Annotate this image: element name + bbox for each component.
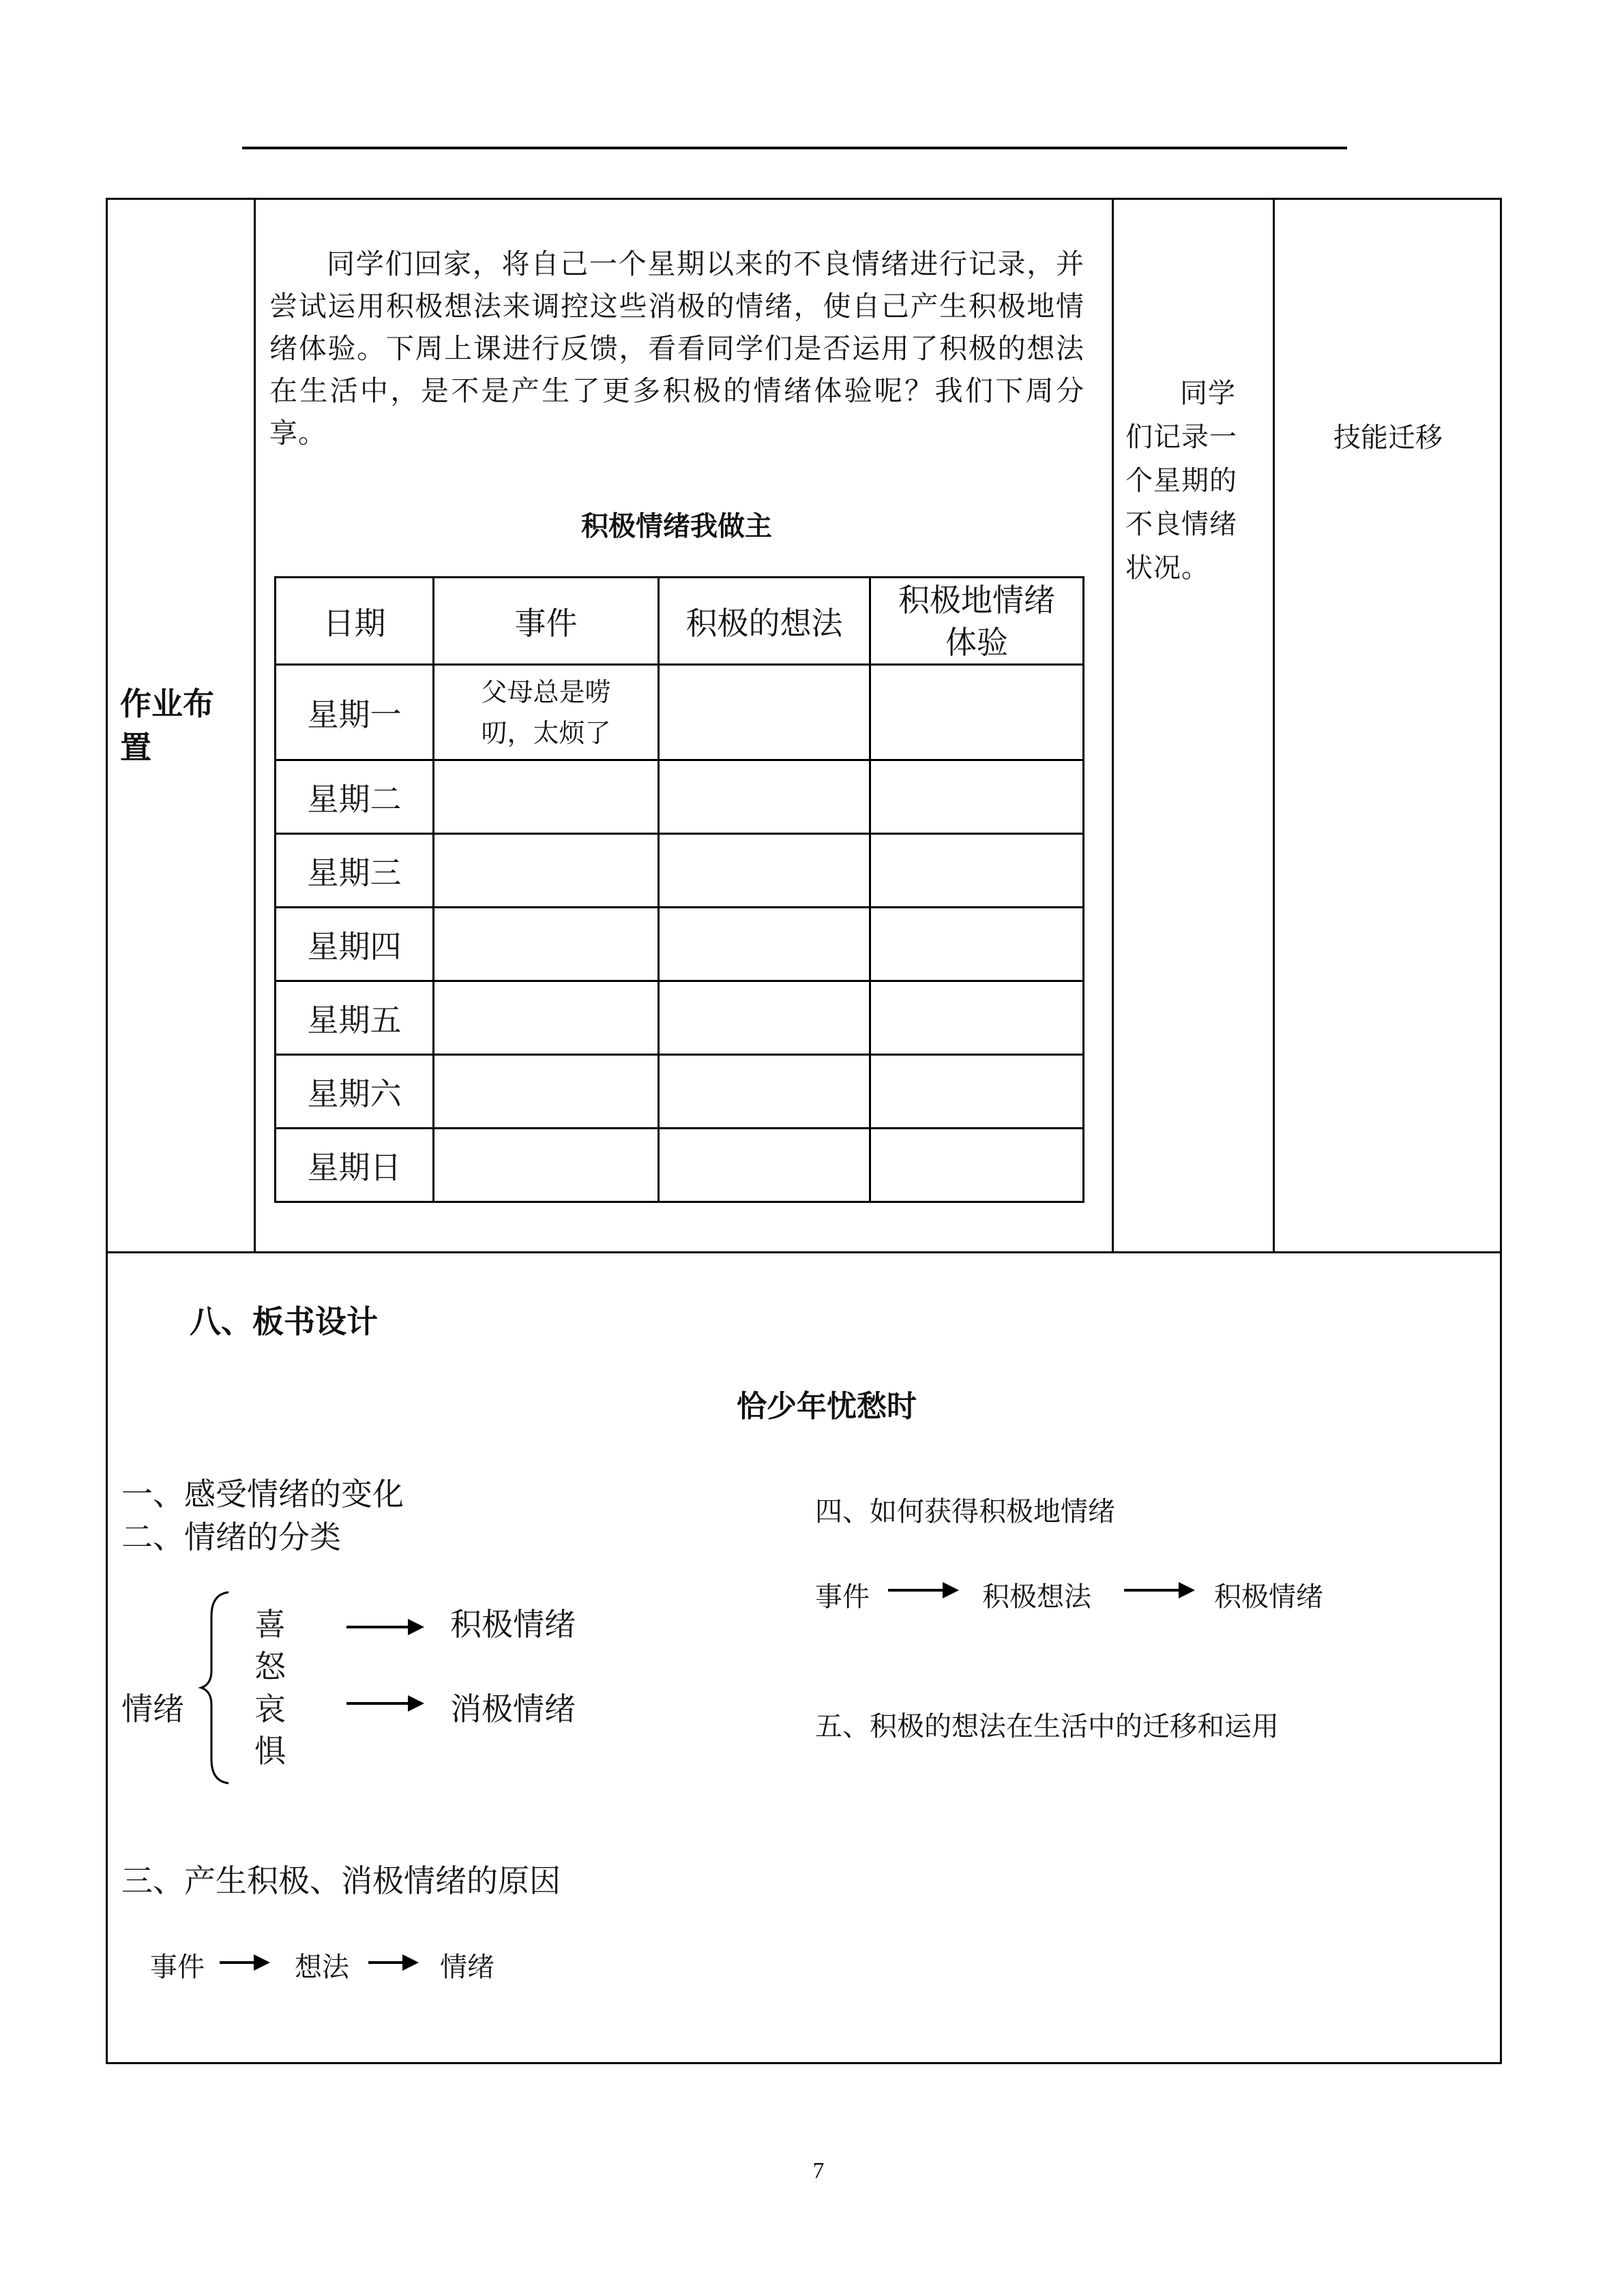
chain4-event: 事件 <box>815 1581 870 1613</box>
board-title: 恰少年忧愁时 <box>737 1389 917 1424</box>
thought-cell <box>659 981 870 1055</box>
day-cell: 星期三 <box>276 834 434 908</box>
table-row <box>276 1055 1084 1129</box>
header-positive-experience: 积极地情绪体验 <box>870 578 1084 665</box>
chain3-arrow-2 <box>368 1961 416 1964</box>
emotion-joy: 喜 <box>254 1606 286 1643</box>
event-cell <box>434 760 659 834</box>
chain4-positive-thought: 积极想法 <box>982 1581 1091 1613</box>
event-cell <box>434 981 659 1055</box>
header-date: 日期 <box>276 578 434 665</box>
header-positive-thought: 积极的想法 <box>659 578 870 665</box>
chain4-arrow-2 <box>1124 1589 1192 1592</box>
row-label-homework: 作业布置 <box>120 685 214 766</box>
column-divider-1 <box>254 198 256 1253</box>
experience-cell <box>870 665 1084 760</box>
experience-cell <box>870 760 1084 834</box>
table-row <box>276 1129 1084 1202</box>
header-event: 事件 <box>434 578 659 665</box>
thought-cell <box>659 760 870 834</box>
positive-emotion-label: 积极情绪 <box>450 1606 576 1643</box>
event-cell: 父母总是唠叨，太烦了 <box>434 665 659 760</box>
board-item-3: 三、产生积极、消极情绪的原因 <box>121 1862 561 1899</box>
chain3-event: 事件 <box>150 1952 205 1983</box>
table-row <box>276 834 1084 908</box>
chain4-positive-emotion: 积极情绪 <box>1214 1581 1323 1613</box>
table-border-top <box>106 198 1502 200</box>
emotion-sorrow: 哀 <box>254 1690 286 1727</box>
day-cell: 星期五 <box>276 981 434 1055</box>
day-cell: 星期日 <box>276 1129 434 1202</box>
emotion-record-table <box>274 576 1084 1203</box>
experience-cell <box>870 1129 1084 1202</box>
table-border-right <box>1500 198 1502 2064</box>
board-heading: 八、板书设计 <box>190 1303 378 1340</box>
arrow-to-negative <box>346 1702 422 1705</box>
event-cell <box>434 1129 659 1202</box>
column-divider-3 <box>1273 198 1275 1253</box>
day-cell: 星期二 <box>276 760 434 834</box>
table-row <box>276 981 1084 1055</box>
table-row <box>276 665 1084 760</box>
experience-cell <box>870 834 1084 908</box>
chain4-arrow-1 <box>888 1589 956 1592</box>
chain3-emotion: 情绪 <box>440 1952 494 1983</box>
design-intent-text: 技能迁移 <box>1333 422 1443 453</box>
emotion-label: 情绪 <box>121 1690 184 1727</box>
board-item-4: 四、如何获得积极地情绪 <box>815 1496 1115 1527</box>
chain3-thought: 想法 <box>295 1952 349 1983</box>
emotion-fear: 惧 <box>254 1733 286 1770</box>
table-header-row <box>276 578 1084 665</box>
day-cell: 星期六 <box>276 1055 434 1129</box>
table-row <box>276 760 1084 834</box>
event-cell <box>434 834 659 908</box>
table-title: 积极情绪我做主 <box>581 511 772 542</box>
experience-cell <box>870 908 1084 981</box>
arrow-to-positive <box>346 1626 422 1628</box>
negative-emotion-label: 消极情绪 <box>450 1690 576 1727</box>
table-border-middle <box>106 1251 1502 1253</box>
table-border-left <box>106 198 108 2064</box>
thought-cell <box>659 1055 870 1129</box>
chain3-arrow-1 <box>220 1961 267 1964</box>
thought-cell <box>659 908 870 981</box>
day-cell: 星期一 <box>276 665 434 760</box>
event-cell <box>434 908 659 981</box>
page-number: 7 <box>812 2158 825 2183</box>
column-divider-2 <box>1112 198 1114 1253</box>
thought-cell <box>659 834 870 908</box>
experience-cell <box>870 981 1084 1055</box>
thought-cell <box>659 1129 870 1202</box>
student-activity-text: 同学们记录一个星期的不良情绪状况。 <box>1125 378 1237 584</box>
table-row <box>276 908 1084 981</box>
event-cell <box>434 1055 659 1129</box>
table-border-bottom <box>106 2062 1502 2064</box>
board-item-5: 五、积极的想法在生活中的迁移和运用 <box>815 1711 1279 1742</box>
emotion-anger: 怒 <box>254 1648 286 1685</box>
day-cell: 星期四 <box>276 908 434 981</box>
curly-brace <box>198 1589 239 1787</box>
board-item-1: 一、感受情绪的变化 <box>121 1476 404 1512</box>
board-item-2: 二、情绪的分类 <box>121 1519 341 1555</box>
thought-cell <box>659 665 870 760</box>
header-rule <box>242 147 1347 149</box>
experience-cell <box>870 1055 1084 1129</box>
homework-paragraph: 同学们回家，将自己一个星期以来的不良情绪进行记录，并尝试运用积极想法来调控这些消极的情绪，使自己产生积极地情绪体验。下周上课进行反馈，看看同学们是否运用了积极的想法在生活中，是不是产生了更多积极的情绪体验呢？我们下周分享。 <box>269 248 1084 449</box>
